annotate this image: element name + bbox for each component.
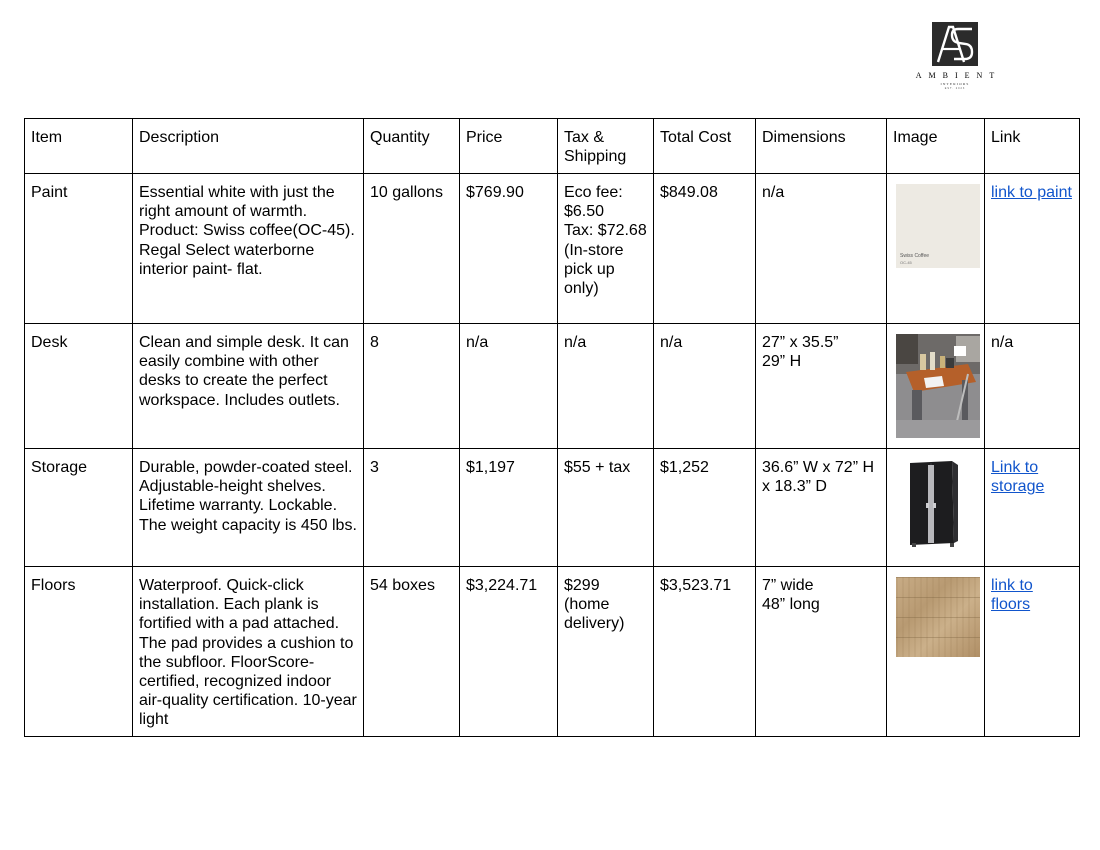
cell-price: $769.90 [460, 174, 558, 324]
cell-dimensions [756, 567, 887, 737]
cell-total-cost: n/a [654, 324, 756, 449]
dimensions-width-depth: 27” x 35.5” [762, 334, 839, 351]
cell-link [985, 449, 1080, 567]
cell-item: Floors [25, 567, 133, 737]
swatch-code: OC-45 [900, 260, 912, 265]
cell-dimensions: n/a [756, 174, 887, 324]
dimensions-width: 7” wide [762, 577, 814, 594]
ambient-monogram-icon [932, 22, 978, 66]
table-row-floors [25, 567, 1080, 737]
link-to-storage[interactable]: Link to storage [991, 459, 1045, 496]
cell-description: Clean and simple desk. It can easily combine with other desks to create the perfect workspace. Includes outlets. [133, 324, 364, 449]
table-row-desk [25, 324, 1080, 449]
dimensions-height: 29” H [762, 353, 802, 371]
cell-link: n/a [985, 324, 1080, 449]
cell-item: Paint [25, 174, 133, 324]
storage-cabinet-photo [896, 459, 980, 549]
wood-floor-photo [896, 577, 980, 657]
header-total-cost: Total Cost [654, 119, 756, 174]
cell-dimensions [756, 324, 887, 449]
link-to-paint[interactable]: link to paint [991, 184, 1072, 201]
header-description: Description [133, 119, 364, 174]
link-to-floors[interactable]: link to floors [991, 577, 1033, 614]
cell-total-cost: $3,523.71 [654, 567, 756, 737]
header-dimensions: Dimensions [756, 119, 887, 174]
cell-tax-shipping: $55 + tax [558, 449, 654, 567]
table-row-paint [25, 174, 1080, 324]
cell-image [887, 174, 985, 324]
desk-photo [896, 334, 980, 438]
header-row [25, 119, 1080, 174]
header-item: Item [25, 119, 133, 174]
cell-item: Storage [25, 449, 133, 567]
swatch-name: Swiss Coffee [900, 253, 930, 259]
cell-description: Essential white with just the right amount of warmth. Product: Swiss coffee(OC-45). Regal Select waterborne interior paint- flat. [133, 174, 364, 324]
tax-pickup-note: (In-store pick up only) [564, 241, 624, 298]
header-image: Image [887, 119, 985, 174]
cell-total-cost: $849.08 [654, 174, 756, 324]
logo-est: EST. 2023 [944, 87, 966, 90]
cell-quantity: 54 boxes [364, 567, 460, 737]
cell-quantity: 10 gallons [364, 174, 460, 324]
cell-tax-shipping: n/a [558, 324, 654, 449]
cell-quantity: 8 [364, 324, 460, 449]
cell-dimensions: 36.6” W x 72” H x 18.3” D [756, 449, 887, 567]
cell-description: Durable, powder-coated steel. Adjustable-height shelves. Lifetime warranty. Lockable. The weight capacity is 450 lbs. [133, 449, 364, 567]
header-link: Link [985, 119, 1080, 174]
cell-total-cost: $1,252 [654, 449, 756, 567]
tax-eco-fee: Eco fee: $6.50 [564, 184, 623, 221]
cell-quantity: 3 [364, 449, 460, 567]
header-price: Price [460, 119, 558, 174]
cell-price: $1,197 [460, 449, 558, 567]
header-quantity: Quantity [364, 119, 460, 174]
cell-image [887, 567, 985, 737]
dimensions-length: 48” long [762, 596, 820, 614]
paint-swatch-image [896, 184, 980, 268]
cell-image [887, 324, 985, 449]
cell-price: $3,224.71 [460, 567, 558, 737]
cell-description: Waterproof. Quick-click installation. Each plank is fortified with a pad attached. The pad provides a cushion to the subfloor. FloorScore-certified, recognized indoor air-quality certification. 10-year light [133, 567, 364, 737]
tax-amount: Tax: $72.68 [564, 222, 647, 240]
header-tax-shipping: Tax & Shipping [558, 119, 654, 174]
cell-item: Desk [25, 324, 133, 449]
logo-tagline: INTERIORS [940, 82, 970, 86]
logo-brand-name: AMBIENT [915, 71, 1002, 80]
product-table [24, 118, 1080, 737]
table-row-storage [25, 449, 1080, 567]
cell-tax-shipping [558, 174, 654, 324]
company-logo [904, 22, 1006, 94]
cell-link [985, 174, 1080, 324]
cell-link [985, 567, 1080, 737]
cell-price: n/a [460, 324, 558, 449]
cell-image [887, 449, 985, 567]
cell-tax-shipping: $299 (home delivery) [558, 567, 654, 737]
